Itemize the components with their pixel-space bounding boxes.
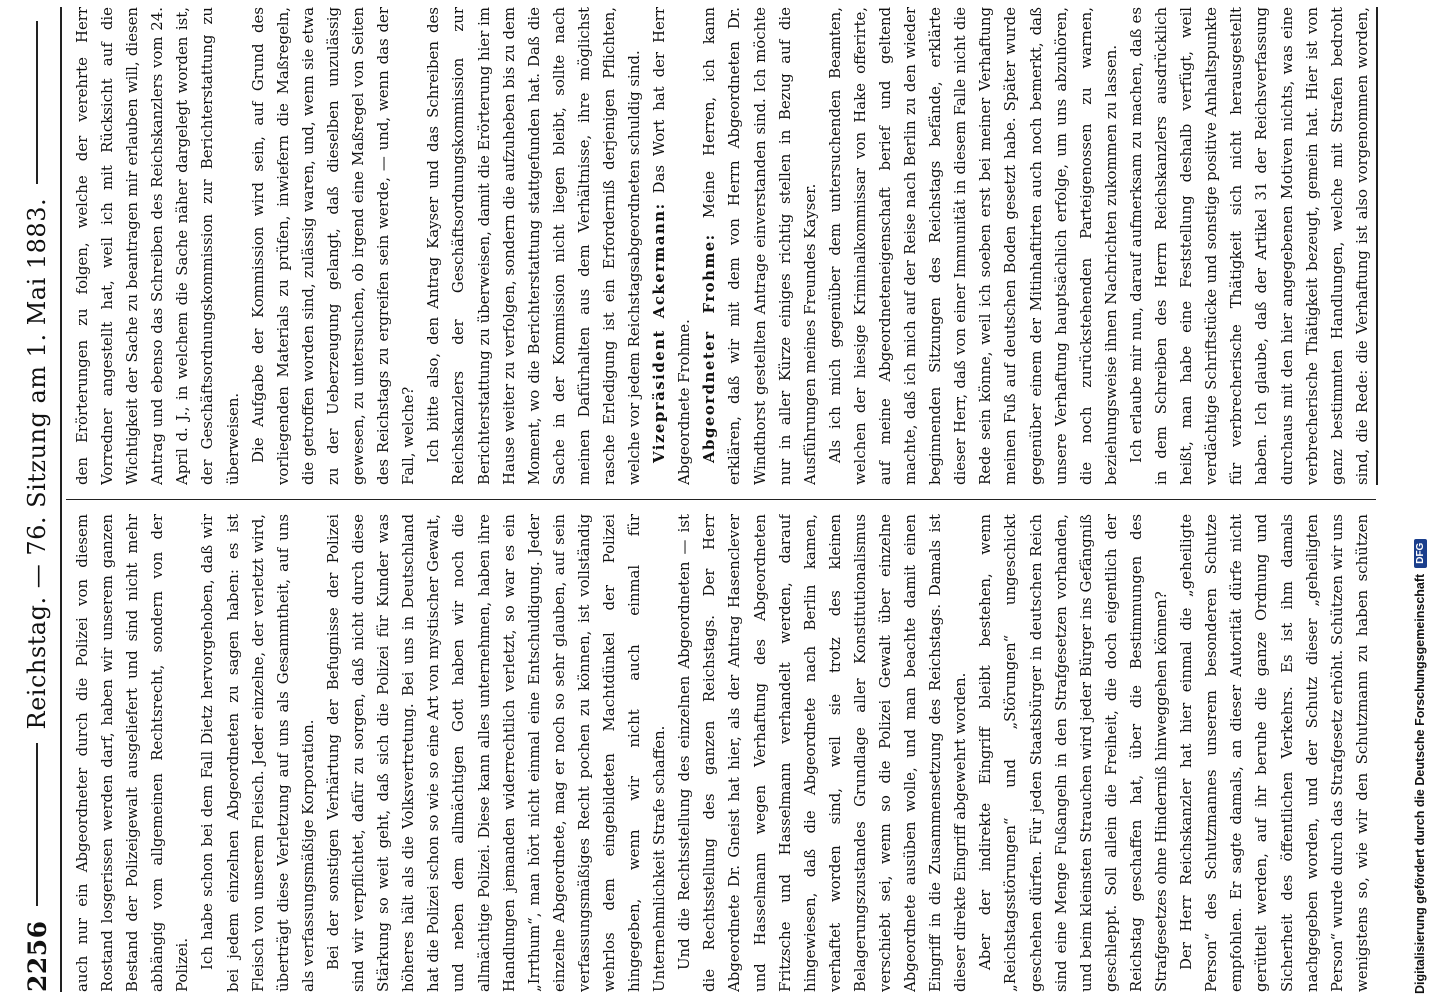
paragraph-text: Das Wort hat der Herr Abgeordnete Frohme. — [650, 7, 694, 485]
paragraph-text: Ich habe schon bei dem Fall Dietz hervorgehoben, daß wir bei jedem einzelnen Abgeordneten zu sagen haben: es ist Fleisch von unserem Fleisch. Jeder einzelne, der verletzt wird, überträgt diese Verletzung auf uns als Gesammtheit, auf uns als verfassungsmäßige Korporation. — [198, 514, 317, 992]
header-rule-right — [36, 21, 38, 184]
speaker-name: Vizepräsident Ackermann: — [650, 202, 669, 463]
paragraph-text: Die Aufgabe der Kommission wird sein, auf Grund des vorliegenden Materials zu prüfen, inwiefern die Maßregeln, die getroffen worden sind, zulässig waren, und, wenn sie etwa zu der Ueberzeugung gelangt, daß dieselben unzulässig gewesen, zu untersuchen, ob irgend eine Maßregel von Seiten des Reichstags zu ergreifen sein werde, — und, wenn das der Fall, welche? — [248, 7, 418, 485]
paragraph-text: Bei der sonstigen Verhärtung der Befugnisse der Polizei sind wir verpflichtet, dafür zu sorgen, daß nicht durch diese Stärkung so weit geht, daß sich die Polizei für Kunder was höheres hält als die Volksvertretung. Bei uns in Deutschland hat die Polizei schon so wie so eine Art von mystischer Gewalt, und neben dem allmächtigen Gott haben wir noch die allmächtige Polizei. Diese kann alles unternehmen, haben ihre Handlungen jemanden widerrechtlich verletzt, so war es ein „Irrthum“, man hört nicht einmal eine Entschuldigung. Jeder einzelne Abgeordnete, mag er noch so sehr glauben, auf sein verfassungsmäßiges Recht pochen zu können, ist vollständig wehrlos dem eingebildeten Machtdünkel der Polizei hingegeben, wenn wir nicht auch einmal für Unternehmlichkeit Strafe schaffen. — [323, 514, 669, 992]
paragraph — [647, 7, 697, 485]
paragraph-text: Als ich mich gegenüber dem untersuchenden Beamten, welchen der hiesige Kriminalkommissar von Hake offerirte, auf meine Abgeordneteneigenschaft berief und geltend machte, daß ich mich auf der Reise nach Berlin zu den wieder beginnenden Sitzungen des Reichstags befände, erklärte dieser Herr, daß von einer Immunität in diesem Falle nicht die Rede sein könne, weil ich soeben erst bei meiner Verhaftung meinen Fuß auf deutschen Boden gesetzt habe. Später wurde gegenüber einem der Mitinhaftirten auch noch bemerkt, daß unsere Verhaftung hauptsächlich erfolge, um uns abzuhören, die noch zurückstehenden Parteigenossen zu warnen, beziehungsweise ihnen Nachrichten zukommen zu lassen. — [825, 7, 1120, 485]
paragraph-text: Und die Rechtsstellung des einzelnen Abgeordneten — ist die Rechtsstellung des ganzen Reichstags. Der Herr Abgeordnete Dr. Gneist hat hier, als der Antrag Hasenclever und Hasselmann wegen Verhaftung des Abgeordneten Fritzsche und Hasselmann verhandelt werden, darauf hingewiesen, daß die Abgeordnete nach Berlin kamen, verhaftet worden sind, weil sie trotz des kleinen Belagerungszustandes Grundlage aller Konstitutionalismus verschiebt sei, wenn so die Polizei Gewalt über einzelne Abgeordnete ausüben wolle, und man beachte damit einen Eingriff in die Zusammensetzung des Reichstags. Damals ist dieser direkte Eingriff abgewehrt worden. — [675, 514, 970, 992]
paragraph — [246, 7, 422, 485]
paragraph — [823, 7, 1124, 485]
header-divider — [60, 7, 62, 992]
paragraph-text: Meine Herren, ich kann erklären, daß wir mit dem von Herrn Abgeordneten Dr. Windthorst gestellten Antrage einverstanden sind. Ich möchte nur in aller Kürze einiges richtig stellen in Bezug auf die Ausführungen meines Freundes Kayser. — [700, 7, 819, 485]
paragraph-text: auch nur ein Abgeordneter durch die Polizei von diesem Rostand losgerissen werden darf, haben wir unserem ganzen Bestand der Polizeigewalt ausgeliefert und sind nicht mehr abhängig vom allgemeinen Rechtsrecht, sondern von der Polizei. — [73, 514, 192, 992]
paragraph — [973, 514, 1174, 992]
right-column — [70, 7, 1376, 485]
paragraph-text: Ich erlaube mir nun, darauf aufmerksam zu machen, daß es in dem Schreiben des Herrn Reichskanzlers ausdrücklich heißt, man habe eine Feststellung deshalb verfügt, weil verdächtige Schriftstücke und sonstige positive Anhaltspunkte für verbrecherische Thätigkeit sich nicht herausgestellt haben. Ich glaube, daß der Artikel 31 der Reichsverfassung durchaus mit den hier angegebenen Motiven nichts, was eine verbrecherische Thätigkeit bezeugt, gemein hat. Hier ist von ganz bestimmten Handlungen, welche mit Strafen bedroht sind, die Rede: die Verhaftung ist also vorgenommen worden, — [1126, 7, 1371, 485]
page-header — [14, 7, 60, 992]
paragraph — [195, 514, 320, 992]
right-column-end-rule — [1376, 7, 1378, 485]
speaker-name: Abgeordneter Frohme: — [700, 233, 719, 463]
paragraph — [1124, 7, 1376, 485]
paragraph — [1174, 514, 1376, 992]
paragraph — [421, 7, 647, 485]
page-title: Reichstag. — 76. Sitzung am 1. Mai 1883. — [23, 197, 51, 730]
page-number: 2256 — [22, 920, 52, 992]
digitization-note: Digitalisierung gefördert durch die Deutsche Forschungsgemeinschaft — [1413, 573, 1427, 994]
paragraph-text: Der Herr Reichskanzler hat hier einmal die „geheiligte Person“ des Schutzmannes unserem besonderen Schutze empfohlen. Er sagte damals, an dieser Autorität dürfe nicht gerüttelt werden, auf ihr beruhe die ganze Ordnung und Sicherheit des öffentlichen Verkehrs. Es ist ihm damals nachgegeben worden, und der Schutz dieser „geheiligten Person“ wurde durch das Strafgesetz erhöht. Schützen wir uns wenigstens so, wie wir den Schutzmann zu haben schützen — [1177, 514, 1371, 992]
column-divider — [66, 499, 1376, 500]
dfg-logo: DFG — [1414, 539, 1427, 568]
paragraph-text: Ich bitte also, den Antrag Kayser und das Schreiben des Reichskanzlers der Geschäftsordnungskommission zur Berichterstattung zu überweisen, damit die Erörterung hier im Hause weiter zu verfolgen, sondern die aufzuheben bis zu dem Moment, wo die Berichterstattung stattgefunden hat. Daß die Sache in der Kommission nicht liegen bleibt, sollte nach meinen Dafürhalten aus dem Verhältnisse, ihre möglichst rasche Erledigung ist ein Erforderniß derjenigen Pflichten, welche vor jedem Reichstagsabgeordneten schuldig sind. — [424, 7, 644, 485]
paragraph — [672, 514, 973, 992]
paragraph — [70, 514, 195, 992]
paragraph — [697, 7, 822, 485]
paragraph-text: den Erörterungen zu folgen, welche der verehrte Herr Vorredner angestellt hat, weil ich mit Rücksicht auf die Wichtigkeit der Sache zu beantragen mir erlauben will, diesen Antrag und ebenso das Schreiben des Reichskanzlers vom 24. April d. J., in welchem die Sache näher dargelegt worden ist, der Geschäftsordnungskommission zur Berichterstattung zu überweisen. — [73, 7, 242, 485]
digitization-credit — [1409, 4, 1431, 994]
left-column — [70, 514, 1376, 992]
header-rule-left — [36, 744, 38, 907]
paragraph — [70, 7, 246, 485]
paragraph — [321, 514, 672, 992]
paragraph-text: Aber der indirekte Eingriff bleibt bestehen, wenn „Reichstagsstörungen“ und „Störungen“ ungeschickt geschehen dürfen. Für jeden Staatsbürger in deutschen Reich sind eine Menge Fußangeln in den Strafgesetzen vorhanden, und beim kleinsten Strauchen wird jeder Bürger ins Gefängniß geschleppt. Soll allein die Freiheit, die doch eigentlich der Reichstag geschaffen hat, über die Bestimmungen des Strafgesetzes ohne Hinderniß hinweggehen können? — [976, 514, 1171, 992]
